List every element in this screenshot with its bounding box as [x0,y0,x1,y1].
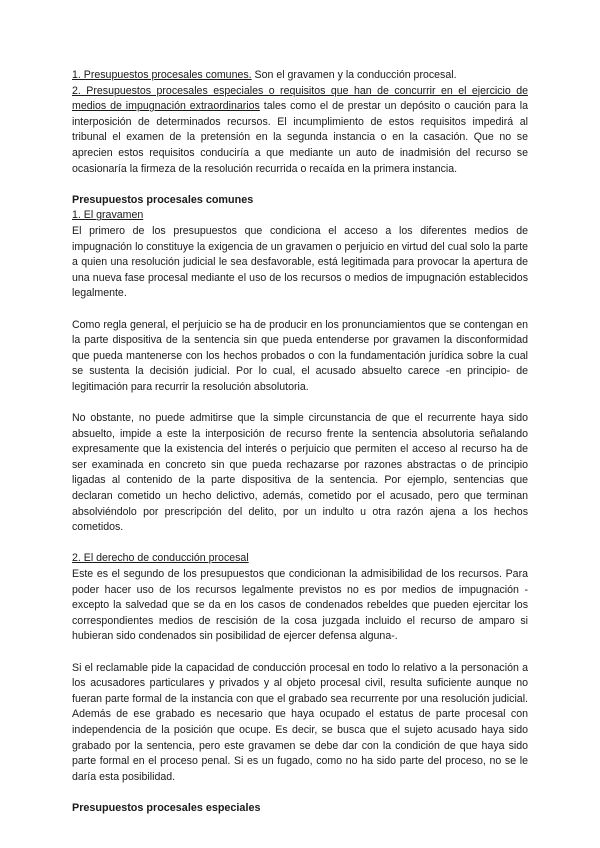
spacer [72,785,528,801]
intro-item-2 [72,84,528,178]
intro-item-1 [72,68,528,84]
subheading-conduccion: 2. El derecho de conducción procesal [72,552,249,565]
heading-especiales: Presupuestos procesales especiales [72,801,261,814]
spacer [72,302,528,318]
heading-comunes: Presupuestos procesales comunes [72,193,254,206]
intro-item-2-text: tales como el de prestar un depósito o caución para la interposición de determinados recursos. El incumplimiento de estos requisitos impedirá al tribunal el examen de la pretensión en la segunda instancia o en la casación. Que no se aprecien estos requisitos conduciría a que mediante un auto de inadmisión del recurso se ocasionaría la firmeza de la resolución recurrida o recaída en la primera instancia. [72,100,528,175]
gravamen-paragraph-3: No obstante, no puede admitirse que la simple circunstancia de que el recurrente haya sido absuelto, impide a este la interposición de recurso frente la sentencia absolutoria señalando expresamente que la existencia del interés o perjuicio que permiten el acceso al recurso ha de ser examinada en concreto sin que pueda rechazarse por razones abstractas o de principio ligadas al contenido de la parte dispositiva de la sentencia. Por ejemplo, sentencias que declaran cometido un hecho delictivo, además, cometido por el acusado, pero que terminan absolviéndolo por prescripción del delito, por un indulto u otra razón ajena a los hechos cometidos. [72,412,528,534]
intro-item-1-label: 1. Presupuestos procesales comunes. [72,69,252,81]
gravamen-paragraph-1: El primero de los presupuestos que condiciona el acceso a los diferentes medios de impugnación lo constituye la exigencia de un gravamen o perjuicio en virtud del cual solo la parte a quien una resolución judicial le sea desfavorable, está legitimada para provocar la apertura de una nueva fase procesal mediante el uso de los recursos o medios de impugnación establecidos legalmente. [72,224,528,300]
spacer [72,645,528,661]
intro-item-2-label: 2. Presupuestos procesales especiales o requisitos que han de concurrir en el ejercicio de medios de impugnación extraordinarios [72,84,528,113]
document-page [72,68,528,817]
intro-item-1-text: Son el gravamen y la conducción procesal. [251,69,457,81]
spacer [72,395,528,411]
spacer [72,177,528,193]
conduccion-paragraph-1: Este es el segundo de los presupuestos que condicionan la admisibilidad de los recursos. Para poder hacer uso de los recursos legalmente previstos no es por medios de impugnación -excepto la salvedad que se da en los casos de condenados rebeldes que pueden ejercitar los correspondientes medios de rescisión de la cosa juzgada incluido el recurso de amparo si hubieran sido condenados sin posibilidad de ejercer defensa alguna-. [72,568,528,643]
gravamen-paragraph-2: Como regla general, el perjuicio se ha de producir en los pronunciamientos que se contengan en la parte dispositiva de la sentencia sin que pueda entenderse por gravamen la disconformidad que pueda mantenerse con los hechos probados o con la fundamentación jurídica sobre la cual se sustenta la decisión judicial. Por lo cual, el acusado absuelto carece -en principio- de legitimación para recurrir la resolución absolutoria. [72,318,528,393]
subheading-gravamen: 1. El gravamen [72,209,144,222]
conduccion-paragraph-2: Si el reclamable pide la capacidad de conducción procesal en todo lo relativo a la personación a los acusadores particulares y privados y al objeto procesal civil, resulta suficiente aunque no fueran parte formal de la instancia con que el grabado sea recurrente por una resolución judicial. Además de ese grabado es necesario que haya ocupado el estatus de parte procesal con independencia de la posición que ocupe. Es decir, se busca que el sujeto acusado haya sido grabado por la sentencia, pero este gravamen se debe dar con la condición de que haya sido parte formal en el proceso penal. Si es un fugado, como no ha sido parte del proceso, no se le daría esta posibilidad. [72,661,528,783]
spacer [72,536,528,552]
